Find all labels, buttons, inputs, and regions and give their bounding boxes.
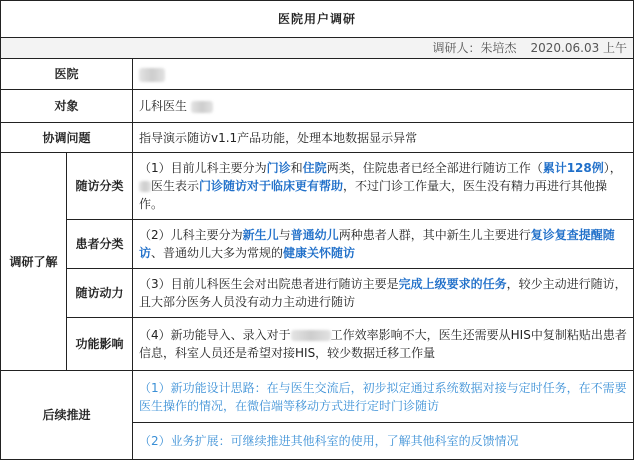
text-run: （2）儿科主要分为 bbox=[139, 228, 243, 242]
motivation-text bbox=[133, 269, 634, 318]
target-value-text: 儿科医生 bbox=[139, 99, 188, 113]
research-group-label: 调研了解 bbox=[1, 153, 67, 371]
followup-item-2: （2）业务扩展：可继续推进其他科室的使用，了解其他科室的反馈情况 bbox=[133, 423, 634, 460]
text-run: 与 bbox=[278, 228, 291, 242]
impact-text bbox=[133, 318, 634, 371]
text-run: ，不过门诊工作量大，医生没有精力再进行其他操作。 bbox=[139, 179, 608, 211]
text-run: 工作效率影响不大，医生还需要从HIS中复制粘贴出患者信息，科室人员还是希望对接HIS，较少数据迁移工作量 bbox=[139, 328, 627, 360]
motivation-label: 随访动力 bbox=[67, 269, 133, 318]
patient-class-text bbox=[133, 220, 634, 269]
text-run: 、普通幼儿大多为常规的 bbox=[151, 246, 284, 260]
text-run: ）， bbox=[603, 161, 622, 175]
issue-label: 协调问题 bbox=[1, 123, 133, 153]
highlight-text: 住院 bbox=[302, 161, 327, 175]
text-run: （1）目前儿科主要分为 bbox=[139, 161, 267, 175]
impact-label: 功能影响 bbox=[67, 318, 133, 371]
highlight-text: 门诊 bbox=[266, 161, 291, 175]
issue-value: 指导演示随访v1.1产品功能，处理本地数据显示异常 bbox=[133, 123, 634, 153]
redacted-block bbox=[139, 181, 151, 192]
text-run: （3）目前儿科医生会对出院患者进行随访主要是 bbox=[139, 277, 399, 291]
highlight-text: 完成上级要求的任务 bbox=[398, 277, 507, 291]
followup-label: 后续推进 bbox=[1, 371, 133, 460]
redacted-block bbox=[139, 68, 165, 82]
highlight-text: 门诊随访对于临床更有帮助 bbox=[199, 179, 344, 193]
redacted-block bbox=[191, 101, 213, 113]
highlight-text: 累计128例 bbox=[542, 161, 604, 175]
text-run: ，较少主动进行随访，且大部分医务人员没有动力主动进行随访 bbox=[139, 277, 627, 309]
target-value bbox=[133, 90, 634, 123]
text-run: 医生表示 bbox=[151, 179, 200, 193]
highlight-text: 复诊复查提醒随访 bbox=[139, 228, 615, 260]
highlight-text: 普通幼儿 bbox=[290, 228, 339, 242]
text-run: （4）新功能导入、录入对于 bbox=[139, 328, 291, 342]
researcher-text: 调研人：朱培杰 bbox=[432, 41, 517, 55]
text-run: 两种患者人群，其中新生儿主要进行 bbox=[338, 228, 531, 242]
patient-class-label: 患者分类 bbox=[67, 220, 133, 269]
meta-row bbox=[1, 38, 634, 59]
target-label: 对象 bbox=[1, 90, 133, 123]
followup-class-label: 随访分类 bbox=[67, 153, 133, 220]
hospital-label: 医院 bbox=[1, 59, 133, 90]
date-text: 2020.06.03 上午 bbox=[530, 41, 628, 55]
page-title: 医院用户调研 bbox=[1, 1, 634, 38]
highlight-text: 新生儿 bbox=[242, 228, 279, 242]
text-run: 两类，住院患者已经全部进行随访工作（ bbox=[326, 161, 543, 175]
followup-item-1: （1）新功能设计思路：在与医生交流后，初步拟定通过系统数据对接与定时任务，在不需要医生操作的情况，在微信端等移动方式进行定时门诊随访 bbox=[133, 371, 634, 423]
followup-class-text bbox=[133, 153, 634, 220]
highlight-text: 健康关怀随访 bbox=[283, 246, 356, 260]
redacted-block bbox=[291, 330, 331, 341]
text-run: 和 bbox=[290, 161, 303, 175]
hospital-value bbox=[133, 59, 634, 90]
